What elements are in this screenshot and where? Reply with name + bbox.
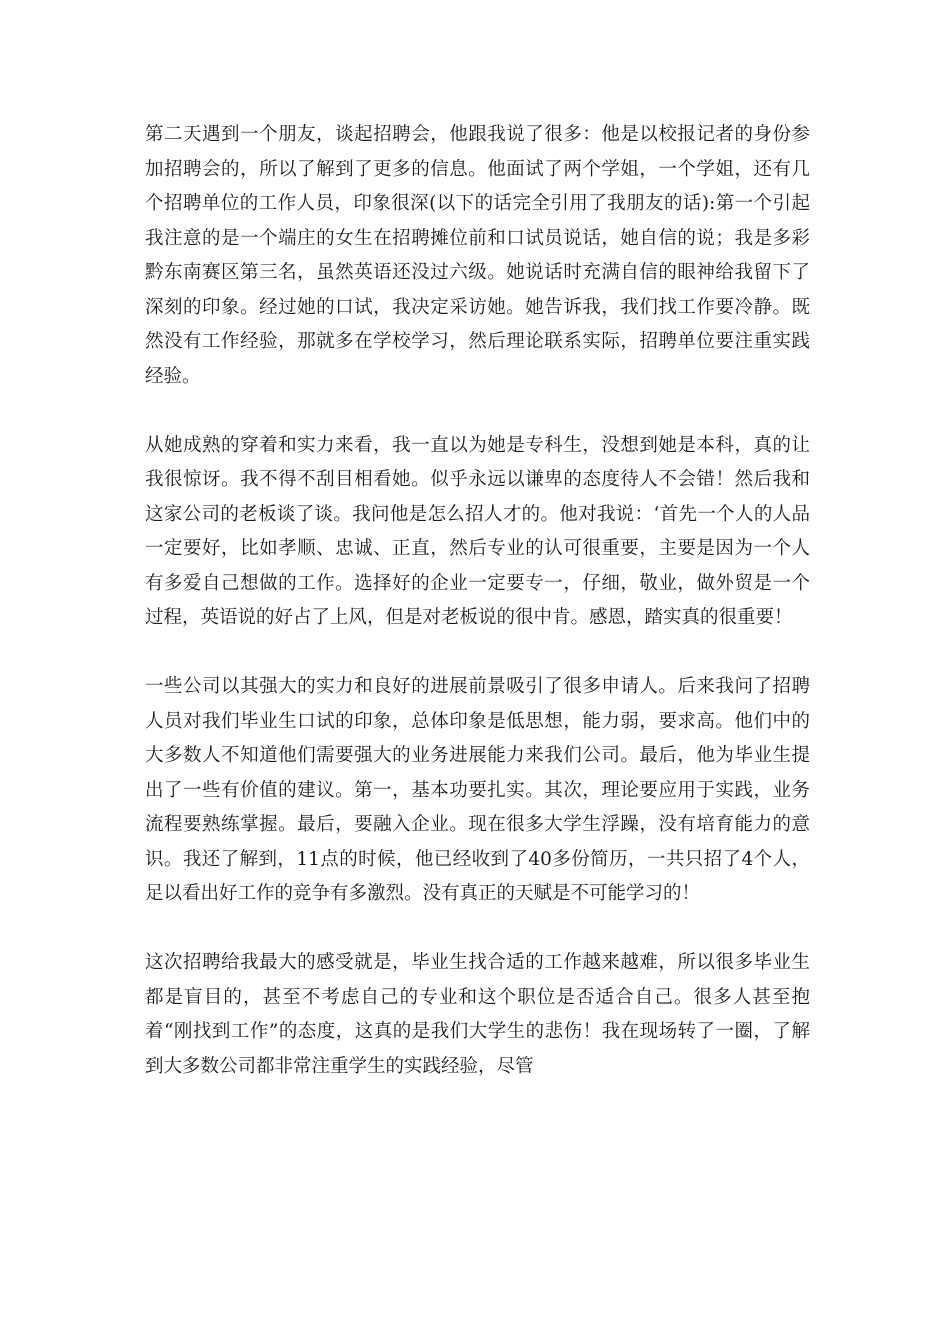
document-body (145, 118, 810, 1084)
paragraph-4: 这次招聘给我最大的感受就是，毕业生找合适的工作越来越难，所以很多毕业生都是盲目的，甚至不考虑自己的专业和这个职位是否适合自己。很多人甚至抱着“刚找到工作”的态度，这真的是我们大学生的悲伤！我在现场转了一圈，了解到大多数公司都非常注重学生的实践经验，尽管 (145, 952, 810, 1077)
paragraph-2: 从她成熟的穿着和实力来看，我一直以为她是专科生，没想到她是本科，真的让我很惊讶。我不得不刮目相看她。似乎永远以谦卑的态度待人不会错！然后我和这家公司的老板谈了谈。我问他是怎么招人才的。他对我说：‘首先一个人的人品一定要好，比如孝顺、忠诚、正直，然后专业的认可很重要，主要是因为一个人有多爱自己想做的工作。选择好的企业一定要专一，仔细，敬业，做外贸是一个过程，英语说的好占了上风，但是对老板说的很中肯。感恩，踏实真的很重要！ (145, 434, 810, 628)
paragraph-3: 一些公司以其强大的实力和良好的进展前景吸引了很多申请人。后来我问了招聘人员对我们毕业生口试的印象，总体印象是低思想，能力弱，要求高。他们中的大多数人不知道他们需要强大的业务进展能力来我们公司。最后，他为毕业生提出了一些有价值的建议。第一，基本功要扎实。其次，理论要应用于实践，业务流程要熟练掌握。最后，要融入企业。现在很多大学生浮躁，没有培育能力的意识。我还了解到，11点的时候，他已经收到了40多份简历，一共只招了4个人，足以看出好工作的竞争有多激烈。没有真正的天赋是不可能学习的！ (145, 676, 810, 904)
paragraph-1: 第二天遇到一个朋友，谈起招聘会，他跟我说了很多：他是以校报记者的身份参加招聘会的，所以了解到了更多的信息。他面试了两个学姐，一个学姐，还有几个招聘单位的工作人员，印象很深(以下的话完全引用了我朋友的话):第一个引起我注意的是一个端庄的女生在招聘摊位前和口试员说话，她自信的说；我是多彩黔东南赛区第三名，虽然英语还没过六级。她说话时充满自信的眼神给我留下了深刻的印象。经过她的口试，我决定采访她。她告诉我，我们找工作要冷静。既然没有工作经验，那就多在学校学习，然后理论联系实际，招聘单位要注重实践经验。 (145, 124, 810, 387)
